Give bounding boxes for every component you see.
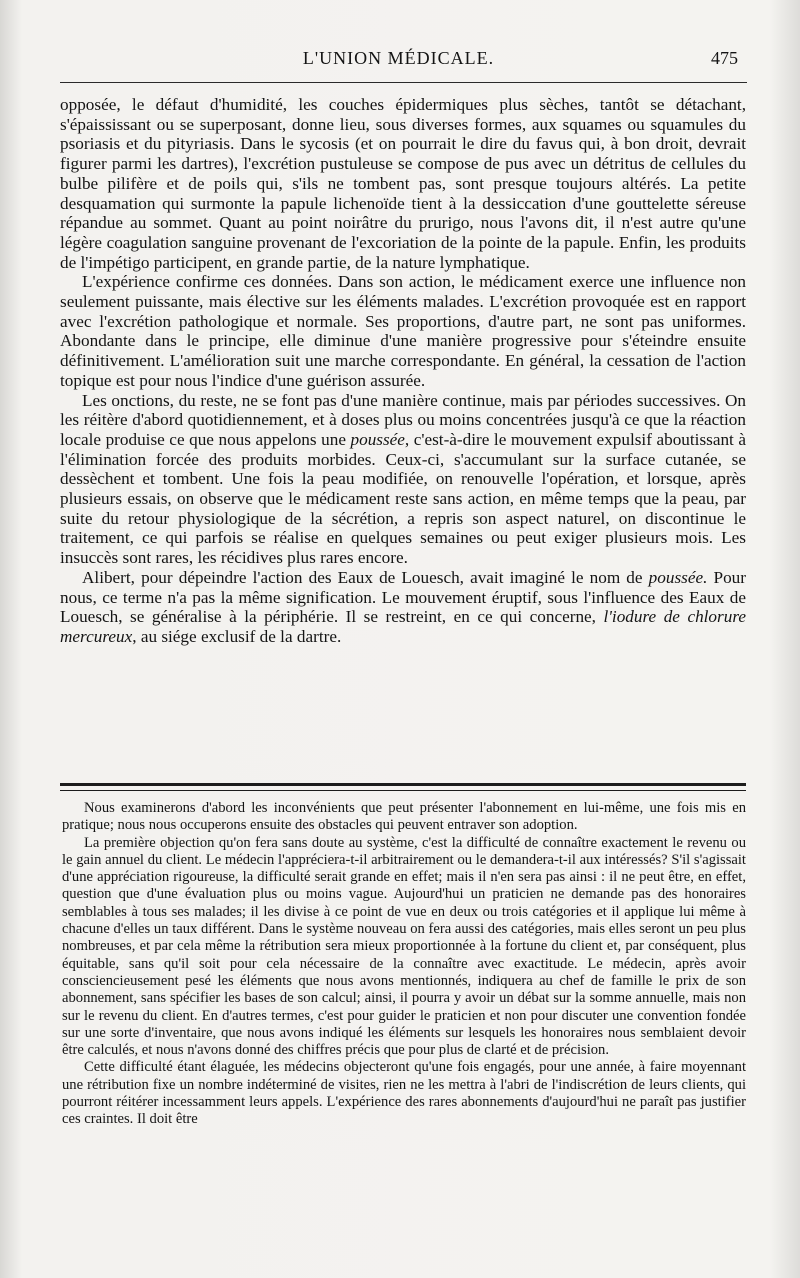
paragraph-experience: L'expérience confirme ces données. Dans son action, le médicament exerce une influence non seulement puissante, mais élective sur les éléments malades. L'excrétion provoquée est en rapport avec l'excrétion pathologique et normale. Ses proportions, d'autre part, ne sont pas uniformes. Abondante dans le principe, elle diminue d'une manière progressive pour s'éteindre ensuite définitivement. L'amélioration suit une marche correspondante. En général, la cessation de l'action topique est pour nous l'indice d'une guérison assurée. bbox=[60, 272, 746, 390]
paragraph-abonnement: Nous examinerons d'abord les inconvénients que peut présenter l'abonnement en lui-même, une fois mis en pratique; nous nous occuperons ensuite des obstacles qui peuvent entraver son adoption. bbox=[62, 800, 746, 834]
italic-term: l'iodure de chlorure mercureux bbox=[60, 607, 746, 646]
paragraph-continued: opposée, le défaut d'humidité, les couches épidermiques plus sèches, tantôt se détachant, s'épaississant ou se superposant, donne lieu, sous diverses formes, aux squames ou squamules du psoriasis et du pityriasis. Dans le sycosis (et on pourrait le dire du favus qui, à bon droit, devrait figurer parmi les dartres), l'excrétion pustuleuse se compose de pus avec un détritus de cellules du bulbe pilifère et de poils qui, s'ils ne tombent pas, sont presque toujours altérés. La petite desquamation qui surmonte la papule lichenoïde tient à la dessiccation d'une gouttelette séreuse répandue au sommet. Quant au point noirâtre du prurigo, nous l'avons dit, il n'est autre qu'une légère coagulation sanguine provenant de l'excoriation de la pointe de la papule. Enfin, les produits de l'impétigo participent, en grande partie, de la nature lymphatique. bbox=[60, 95, 746, 272]
italic-term: poussée. bbox=[648, 567, 708, 587]
main-article-text bbox=[60, 95, 746, 647]
paragraph-onctions: Les onctions, du reste, ne se font pas d'une manière continue, mais par périodes successives. On les réitère d'abord quotidiennement, et à doses plus ou moins concentrées jusqu'à ce que la réaction locale produise ce que nous appelons une poussée, c'est-à-dire le mouvement expulsif aboutissant à l'élimination forcée des produits morbides. Ceux-ci, s'accumulant sur la surface cutanée, se dessèchent et tombent. Une fois la peau modifiée, on renouvelle l'opération, et lorsque, après plusieurs essais, on observe que le médicament reste sans action, en même temps que la peau, par suite du retour physiologique de la sécrétion, a repris son aspect naturel, on discontinue le traitement, ce qui parfois se réalise en quelques semaines ou peut exiger plusieurs mois. Les insuccès sont rares, les récidives plus rares encore. bbox=[60, 390, 746, 568]
italic-term: poussée bbox=[350, 429, 405, 449]
section-divider bbox=[60, 783, 746, 791]
paragraph-difficulte: Cette difficulté étant élaguée, les médecins objecteront qu'une fois engagés, pour une année, à faire moyennant une rétribution fixe un nombre indéterminé de visites, rien ne les mettra à l'abri de l'indiscrétion de leurs clients, qui pourront réitérer incessamment leurs appels. L'expérience des rares abonnements d'aujourd'hui ne paraît pas justifier ces craintes. Il doit être bbox=[62, 1059, 746, 1128]
secondary-article-text bbox=[62, 800, 746, 1129]
paragraph-objection: La première objection qu'on fera sans doute au système, c'est la difficulté de connaître exactement le revenu ou le gain annuel du client. Le médecin l'appréciera-t-il arbitrairement ou le demandera-t-il aux intéressés? S'il s'agissait d'une appréciation rigoureuse, la difficulté serait grande en effet; mais il n'en sera pas ainsi : il ne peut être, en effet, question que d'une évaluation plus ou moins vague. Aujourd'hui un praticien ne demande pas des honoraires semblables à tous ses malades; il les divise à ce point de vue en deux ou trois catégories et il applique lui même à chacune d'elles un taux différent. Dans le système nouveau on fera aussi des catégories, mais elles seront un peu plus nombreuses, et par cela même la rétribution sera mieux proportionnée à la fortune du client et, par conséquent, plus équitable, sans qu'il soit pour cela nécessaire de la connaître avec exactitude. Le médecin, après avoir consciencieusement pesé les éléments que nous avons mentionnés, indiquera au chef de famille le prix de son abonnement, sans spécifier les bases de son calcul; ainsi, il pourra y avoir un débat sur la somme annuelle, mais non sur le revenu du client. En d'autres termes, c'est pour guider le praticien et non pour discuter une convention fondée sur une sorte d'inventaire, que nous avons indiqué les éléments sur lesquels les honoraires nous semblaient devoir être calculés, et nous n'avons donné des chiffres précis que pour plus de clarté et de précision. bbox=[62, 834, 746, 1059]
running-title: L'UNION MÉDICALE. bbox=[302, 48, 495, 68]
paragraph-alibert: Alibert, pour dépeindre l'action des Eaux de Louesch, avait imaginé le nom de poussée. Pour nous, ce terme n'a pas la même signification. Le mouvement éruptif, sous l'influence des Eaux de Louesch, se généralise à la périphérie. Il se restreint, en ce qui concerne, l'iodure de chlorure mercureux, au siége exclusif de la dartre. bbox=[60, 567, 746, 646]
page-number: 475 bbox=[711, 48, 738, 68]
header-rule bbox=[60, 82, 747, 83]
page-header bbox=[57, 44, 740, 74]
